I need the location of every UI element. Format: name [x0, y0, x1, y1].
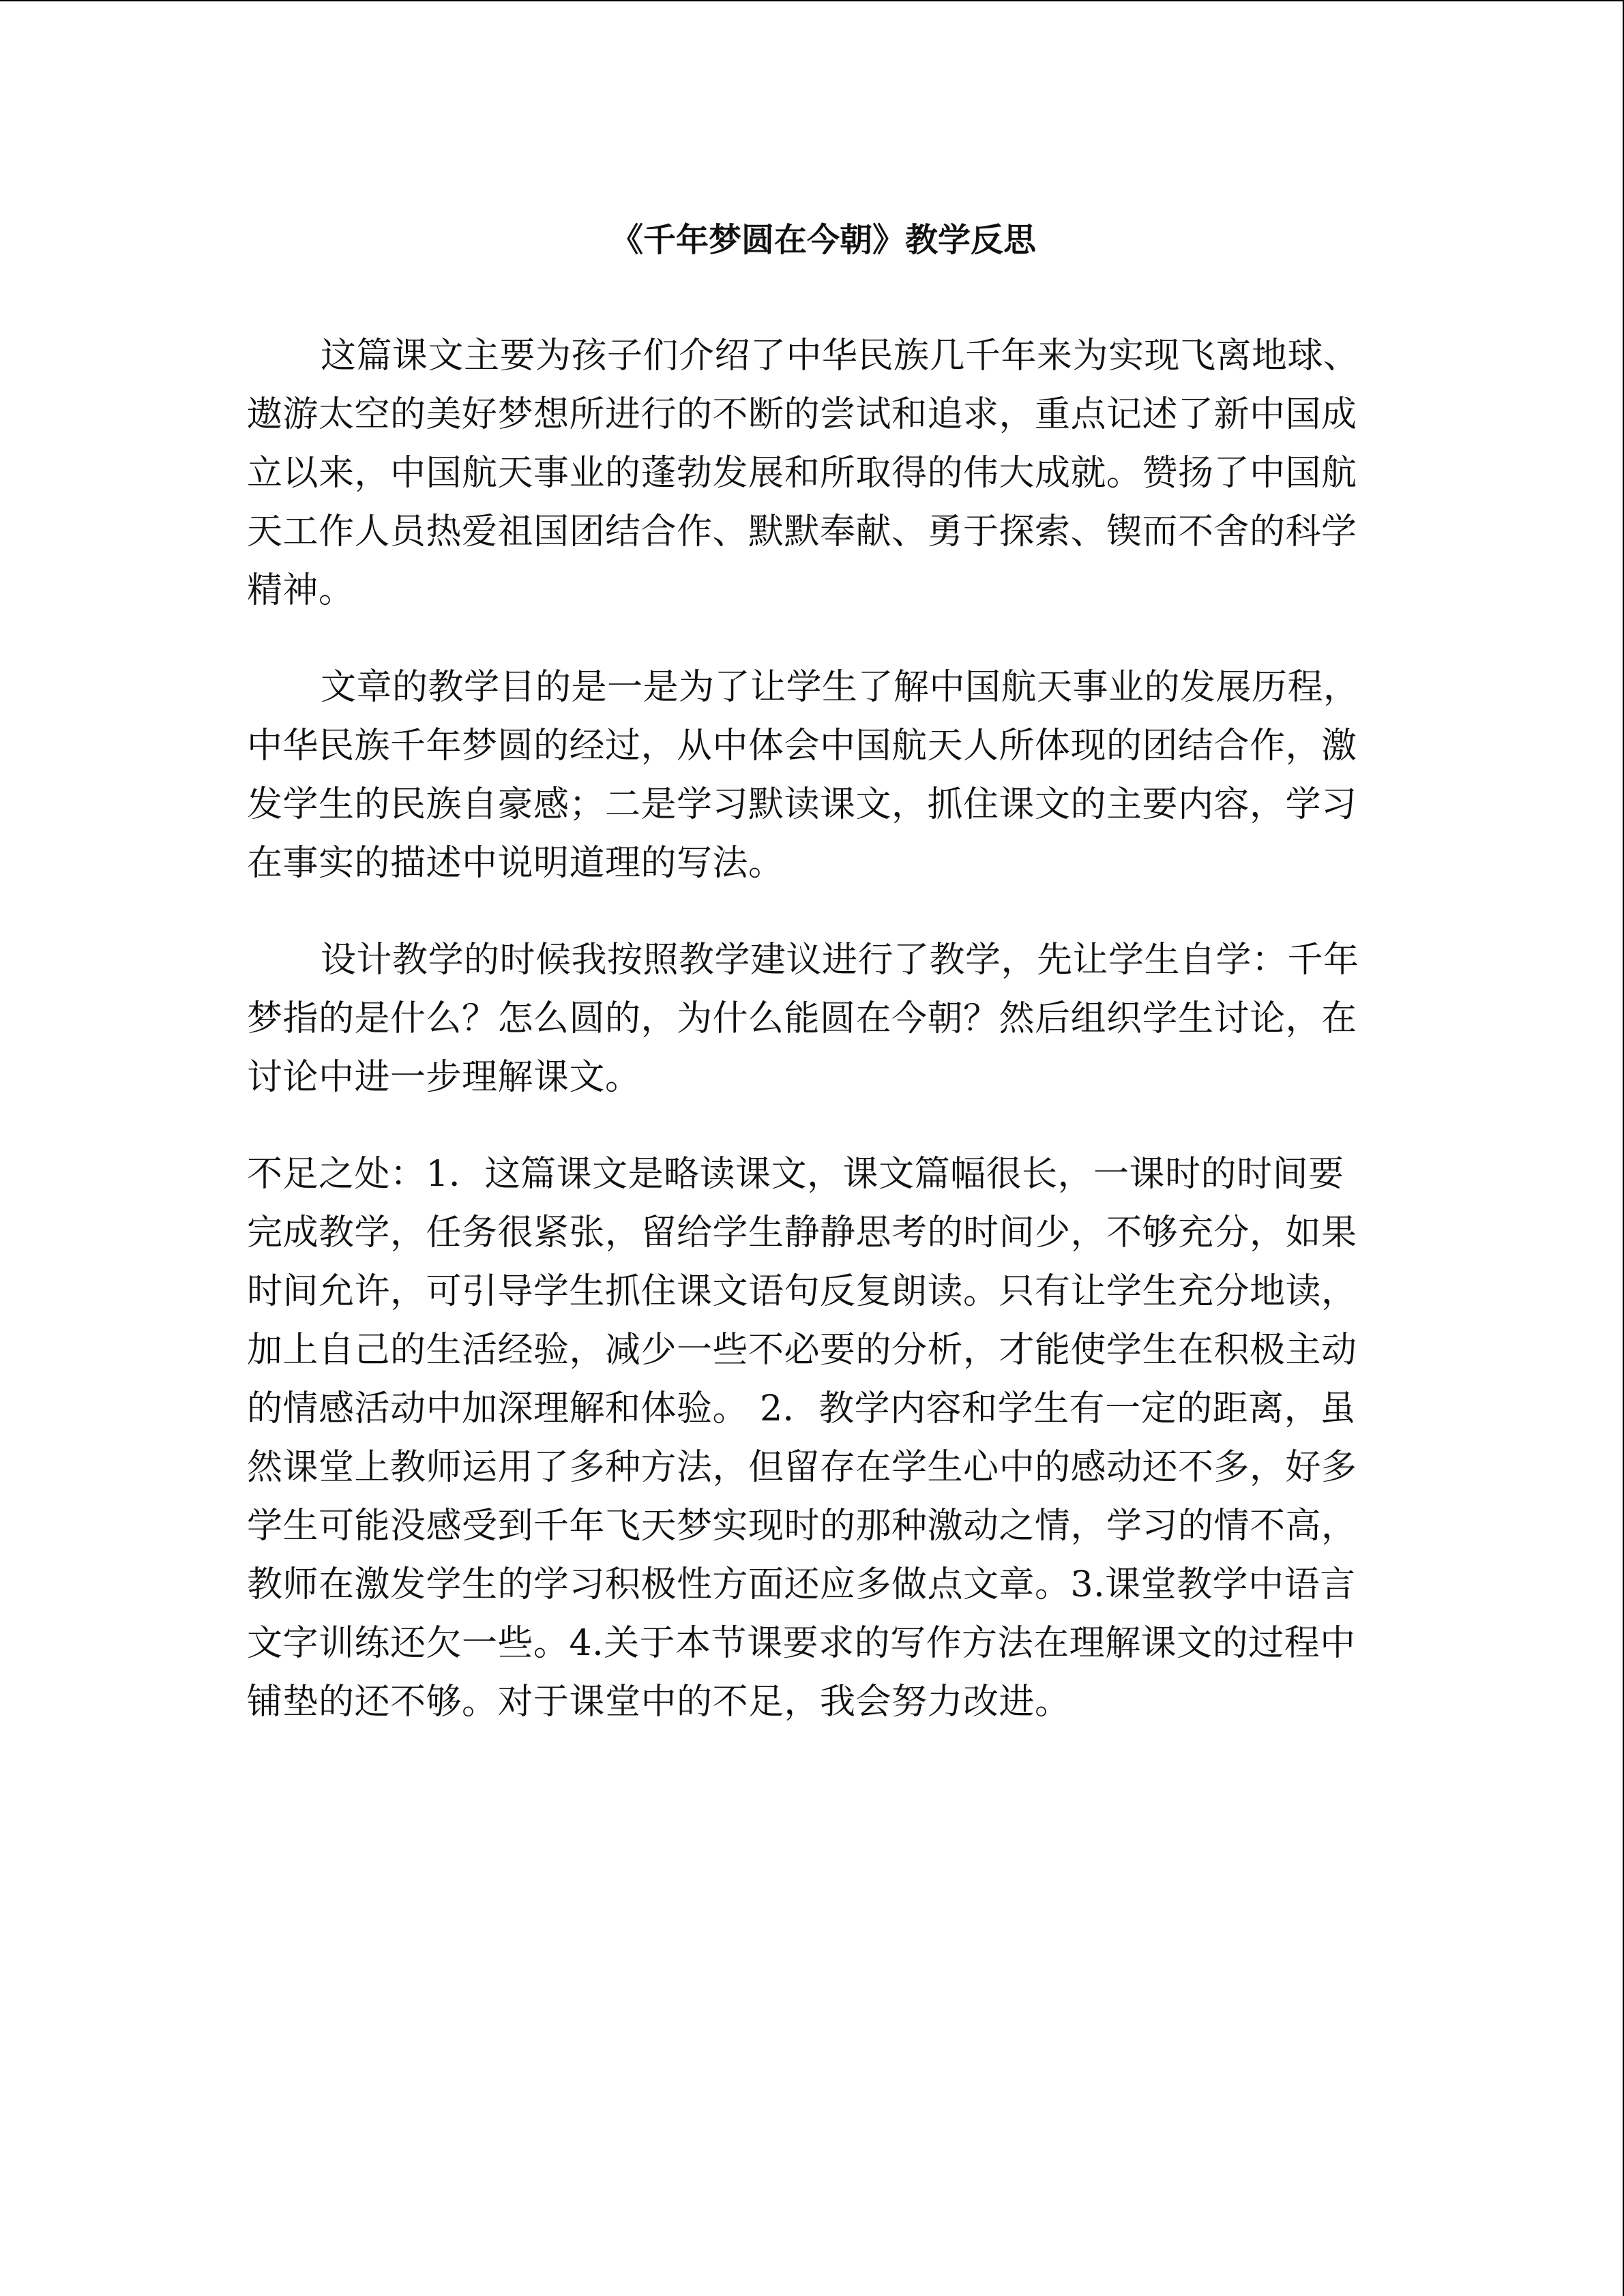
- paragraph-teaching-goals: 文章的教学目的是一是为了让学生了解中国航天事业的发展历程，中华民族千年梦圆的经过，从中体会中国航天人所体现的团结合作，激发学生的民族自豪感；二是学习默读课文，抓住课文的主要内容，学习在事实的描述中说明道理的写法。: [247, 667, 1359, 884]
- paragraph-shortcomings: 不足之处：1．这篇课文是略读课文，课文篇幅很长，一课时的时间要完成教学，任务很紧张，留给学生静静思考的时间少，不够充分，如果时间允许，可引导学生抓住课文语句反复朗读。只有让学生充分地读，加上自己的生活经验，减少一些不必要的分析，才能使学生在积极主动的情感活动中加深理解和体验。 2．教学内容和学生有一定的距离，虽然课堂上教师运用了多种方法，但留存在学生心中的感动还不多，好多学生可能没感受到千年飞天梦实现时的那种激动之情，学习的情不高，教师在激发学生的学习积极性方面还应多做点文章。3.课堂教学中语言文字训练还欠一些。4.关于本节课要求的写作方法在理解课文的过程中铺垫的还不够。对于课堂中的不足，我会努力改进。: [247, 1154, 1357, 1723]
- paragraph-introduction: 这篇课文主要为孩子们介绍了中华民族几千年来为实现飞离地球、遨游太空的美好梦想所进行的不断的尝试和追求，重点记述了新中国成立以来，中国航天事业的蓬勃发展和所取得的伟大成就。赞扬了中国航天工作人员热爱祖国团结合作、默默奉献、勇于探索、锲而不舍的科学精神。: [247, 336, 1359, 611]
- document-body: [247, 209, 1379, 1731]
- paragraph-teaching-design: 设计教学的时候我按照教学建议进行了教学，先让学生自学：千年梦指的是什么？怎么圆的，为什么能圆在今朝？然后组织学生讨论，在讨论中进一步理解课文。: [247, 940, 1359, 1098]
- document-title: 《千年梦圆在今朝》教学反思: [610, 221, 1036, 259]
